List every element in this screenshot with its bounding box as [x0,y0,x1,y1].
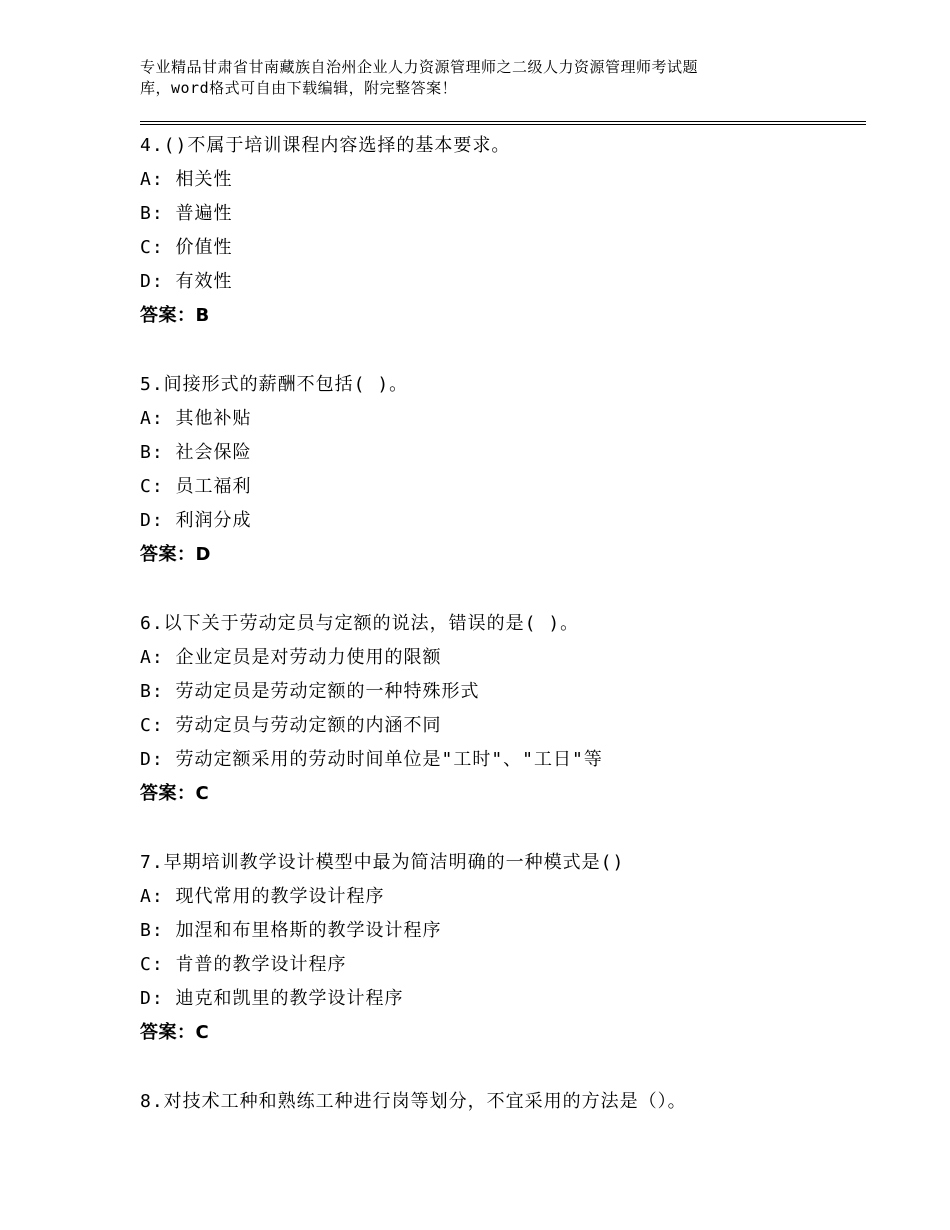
question-stem: 7.早期培训教学设计模型中最为简洁明确的一种模式是() [140,852,625,873]
question-stem: 4.()不属于培训课程内容选择的基本要求。 [140,135,511,156]
question-stem: 8.对技术工种和熟练工种进行岗等划分，不宜采用的方法是（）。 [140,1091,687,1112]
document-header [140,57,840,99]
option-a: A: 相关性 [140,169,233,190]
answer-line: 答案：D [140,544,211,565]
option-a: A: 企业定员是对劳动力使用的限额 [140,647,442,668]
question-stem: 6.以下关于劳动定员与定额的说法，错误的是( )。 [140,613,580,634]
answer-line: 答案：B [140,305,210,326]
answer-line: 答案：C [140,783,210,804]
option-d: D: 利润分成 [140,510,252,531]
answer-line: 答案：C [140,1022,210,1043]
question-6 [140,607,860,811]
question-5 [140,368,860,572]
question-gap [140,811,860,846]
option-b: B: 普遍性 [140,203,233,224]
option-b: B: 劳动定员是劳动定额的一种特殊形式 [140,681,480,702]
header-line-1: 专业精品甘肃省甘南藏族自治州企业人力资源管理师之二级人力资源管理师考试题 [140,58,699,76]
question-gap [140,1050,860,1085]
option-d: D: 有效性 [140,271,233,292]
header-rule-thick [140,124,866,125]
question-7 [140,846,860,1050]
option-c: C: 员工福利 [140,476,252,497]
header-line-2: 库，word格式可自由下载编辑，附完整答案！ [140,79,458,97]
option-c: C: 价值性 [140,237,233,258]
question-8 [140,1085,860,1119]
question-gap [140,333,860,368]
option-b: B: 加涅和布里格斯的教学设计程序 [140,920,442,941]
option-b: B: 社会保险 [140,442,252,463]
option-c: C: 肯普的教学设计程序 [140,954,347,975]
option-a: A: 现代常用的教学设计程序 [140,886,385,907]
option-d: D: 迪克和凯里的教学设计程序 [140,988,404,1009]
header-rule-thin [140,121,866,122]
option-d: D: 劳动定额采用的劳动时间单位是"工时"、"工日"等 [140,749,603,770]
question-gap [140,572,860,607]
question-stem: 5.间接形式的薪酬不包括( )。 [140,374,409,395]
option-a: A: 其他补贴 [140,408,252,429]
question-4 [140,129,860,333]
option-c: C: 劳动定员与劳动定额的内涵不同 [140,715,442,736]
question-list [140,129,860,1119]
